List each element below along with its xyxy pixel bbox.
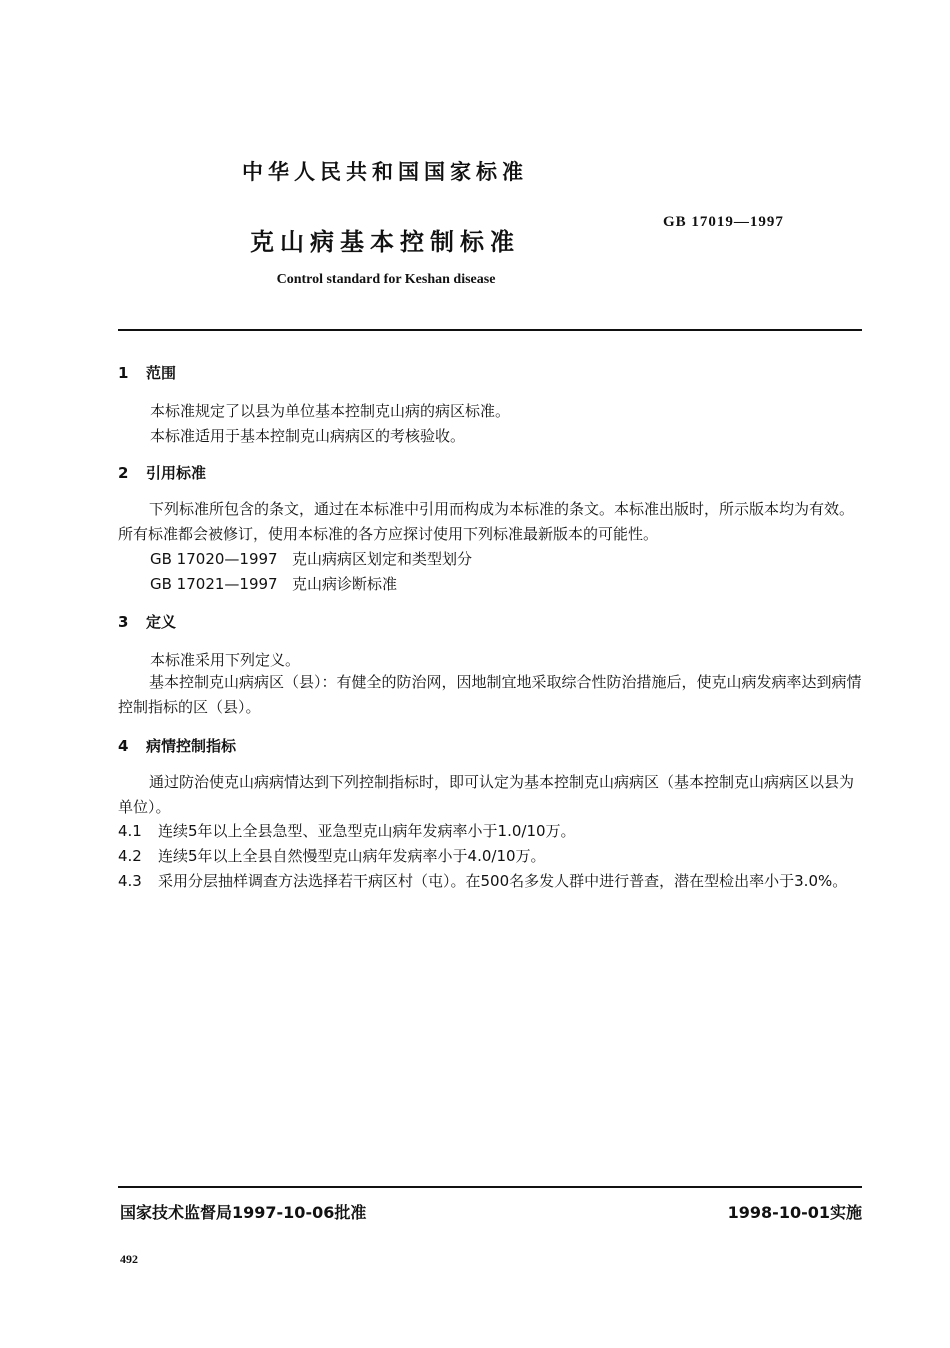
section-3-heading	[118, 611, 176, 632]
section-number: 3	[118, 613, 129, 631]
item-text: 连续5年以上全县急型、亚急型克山病年发病率小于1.0/10万。	[158, 822, 576, 840]
standard-code-text: GB 17019—1997	[663, 214, 784, 230]
section-1-line-2: 本标准适用于基本控制克山病病区的考核验收。	[150, 427, 466, 445]
reference-title: 克山病诊断标准	[292, 575, 398, 593]
approval-date: 国家技术监督局1997-10-06批准	[120, 1203, 367, 1222]
reference-code: GB 17020—1997	[150, 550, 278, 568]
item-text: 采用分层抽样调查方法选择若干病区村（屯）。在500名多发人群中进行普查，潜在型检出率小于3.0%。	[158, 872, 848, 890]
section-number: 4	[118, 737, 129, 755]
item-text: 连续5年以上全县自然慢型克山病年发病率小于4.0/10万。	[158, 847, 546, 865]
section-title: 范围	[146, 364, 177, 382]
standard-title-cn: 克山病基本控制标准	[250, 228, 520, 256]
section-title: 定义	[146, 613, 177, 631]
section-4-heading	[118, 735, 236, 756]
control-indicator-item	[118, 869, 862, 894]
item-number: 4.2	[118, 847, 142, 865]
item-number: 4.3	[118, 872, 142, 890]
section-number: 1	[118, 364, 129, 382]
reference-code: GB 17021—1997	[150, 575, 278, 593]
section-2-heading	[118, 462, 206, 483]
section-1-heading	[118, 362, 176, 383]
control-indicator-item	[118, 844, 862, 869]
header-divider	[118, 329, 862, 331]
section-4-paragraph: 通过防治使克山病病情达到下列控制指标时，即可认定为基本控制克山病病区（基本控制克山病病区以县为单位）。	[118, 773, 855, 816]
section-3-line: 本标准采用下列定义。	[150, 651, 301, 669]
item-number: 4.1	[118, 822, 142, 840]
control-indicator-item	[118, 819, 862, 844]
section-title: 引用标准	[146, 464, 207, 482]
standard-title-en: Control standard for Keshan disease	[276, 272, 496, 287]
footer-divider	[118, 1186, 862, 1188]
section-1-line-1: 本标准规定了以县为单位基本控制克山病的病区标准。	[150, 402, 511, 420]
page-number: 492	[120, 1252, 138, 1266]
reference-title: 克山病病区划定和类型划分	[292, 550, 473, 568]
reference-item	[150, 573, 397, 594]
reference-item	[150, 548, 472, 569]
standard-code	[663, 211, 784, 231]
national-standard-heading: 中华人民共和国国家标准	[242, 160, 528, 184]
section-2-paragraph: 下列标准所包含的条文，通过在本标准中引用而构成为本标准的条文。本标准出版时，所示版本均为有效。所有标准都会被修订，使用本标准的各方应探讨使用下列标准最新版本的可能性。	[118, 500, 855, 543]
section-3-paragraph: 基本控制克山病病区（县）：有健全的防治网，因地制宜地采取综合性防治措施后，使克山病发病率达到病情控制指标的区（县）。	[118, 673, 862, 716]
section-number: 2	[118, 464, 129, 482]
implementation-date: 1998-10-01实施	[727, 1203, 862, 1222]
section-title: 病情控制指标	[146, 737, 237, 755]
